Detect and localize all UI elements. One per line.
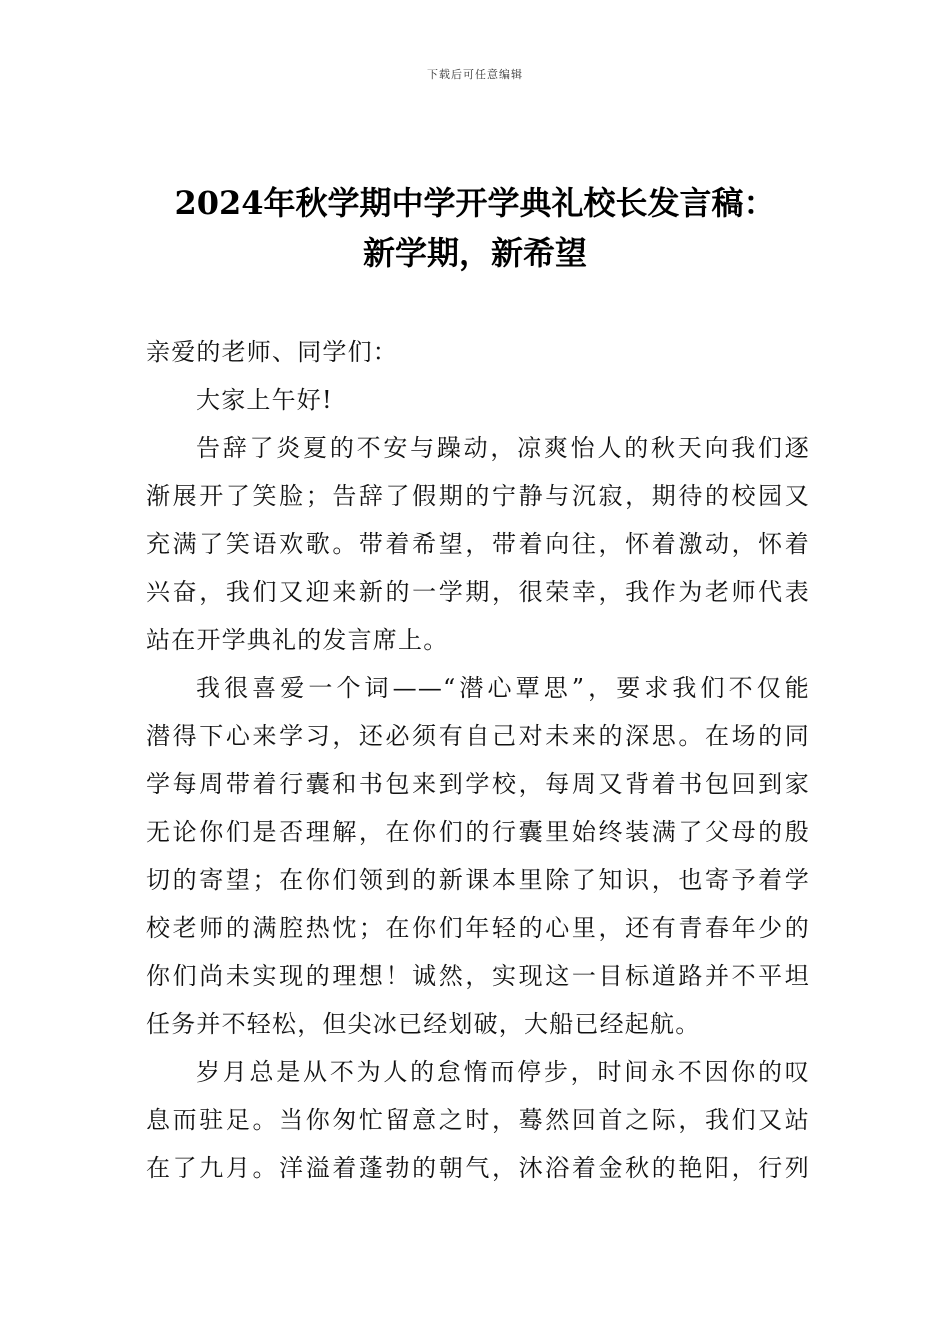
paragraph-3 [146, 1048, 810, 1192]
paragraph-line: 任务并不轻松，但尖冰已经划破，大船已经起航。 [146, 1010, 701, 1038]
paragraph-line: 充满了笑语欢歌。带着希望，带着向往，怀着激动，怀着 [146, 530, 810, 558]
paragraph-line: 站在开学典礼的发言席上。 [146, 626, 449, 654]
paragraph-line: 无论你们是否理解，在你们的行囊里始终装满了父母的殷 [146, 818, 810, 846]
paragraph-line: 渐展开了笑脸；告辞了假期的宁静与沉寂，期待的校园又 [146, 482, 810, 510]
paragraph-2 [146, 664, 810, 1048]
paragraph-line: 校老师的满腔热忱；在你们年轻的心里，还有青春年少的 [146, 914, 810, 942]
paragraph-line: 我很喜爱一个词——“潜心覃思”，要求我们不仅能 [196, 674, 810, 702]
greeting: 大家上午好! [196, 386, 333, 414]
title-line-1: 2024年秋学期中学开学典礼校长发言稿： [174, 184, 776, 222]
paragraph-line: 切的寄望；在你们领到的新课本里除了知识，也寄予着学 [146, 866, 810, 894]
paragraph-line: 岁月总是从不为人的怠惰而停步，时间永不因你的叹 [196, 1058, 810, 1086]
paragraph-line: 潜得下心来学习，还必须有自己对未来的深思。在场的同 [146, 722, 810, 750]
paragraph-line: 息而驻足。当你匆忙留意之时，蓦然回首之际，我们又站 [146, 1106, 810, 1134]
document-body [146, 328, 810, 1192]
paragraph-line: 学每周带着行囊和书包来到学校，每周又背着书包回到家 [146, 770, 810, 798]
paragraph-line: 兴奋，我们又迎来新的一学期，很荣幸，我作为老师代表 [146, 578, 810, 606]
paragraph-1 [146, 424, 810, 664]
title-line-2: 新学期，新希望 [362, 234, 587, 272]
paragraph-line: 告辞了炎夏的不安与躁动，凉爽怡人的秋天向我们逐 [196, 434, 810, 462]
paragraph-line: 在了九月。洋溢着蓬勃的朝气，沐浴着金秋的艳阳，行列 [146, 1154, 810, 1182]
page-header-note: 下载后可任意编辑 [427, 68, 523, 81]
salutation: 亲爱的老师、同学们： [146, 338, 398, 366]
paragraph-line: 你们尚未实现的理想！诚然，实现这一目标道路并不平坦 [146, 962, 810, 990]
document-title [100, 178, 850, 278]
